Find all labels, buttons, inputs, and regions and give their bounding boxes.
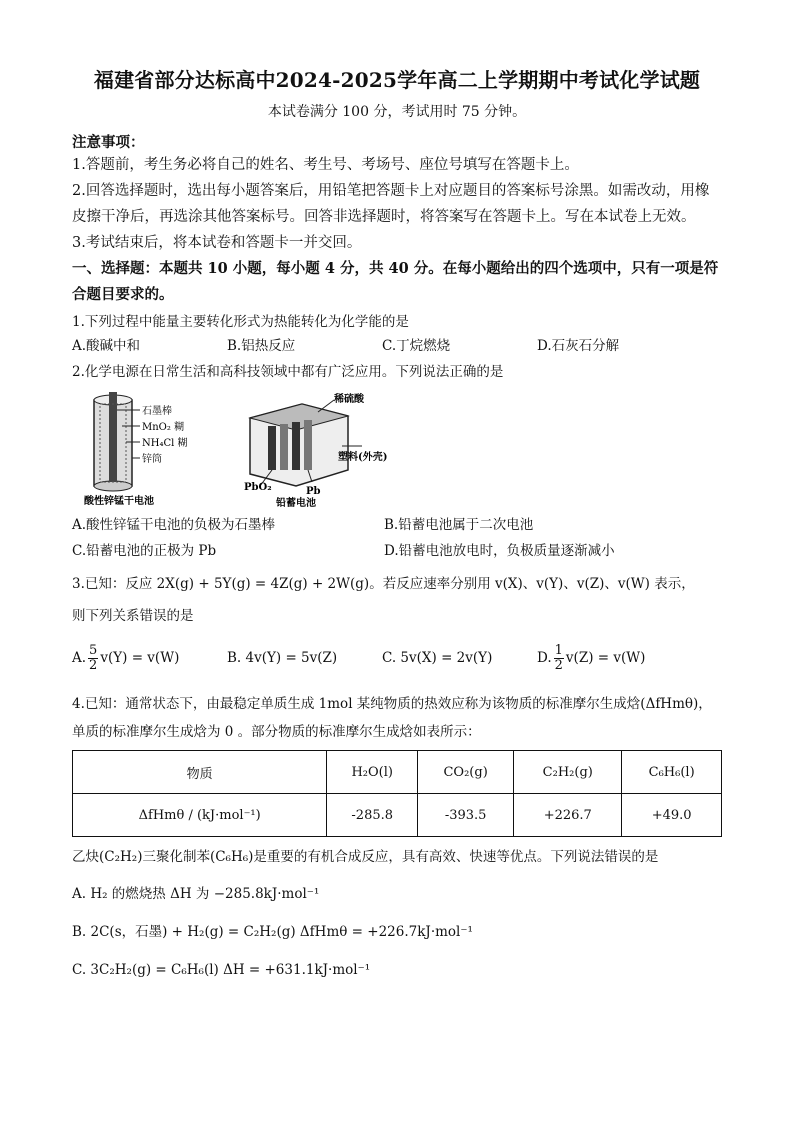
q3-option-c[interactable]: C. 5v(X) = 2v(Y) xyxy=(382,650,493,666)
label-nh4cl-paste: NH₄Cl 糊 xyxy=(142,438,188,449)
question-4-stem: 4.已知：通常状态下，由最稳定单质生成 1mol 某纯物质的热效应称为该物质的标准摩尔生成焓(ΔfHmθ)， xyxy=(72,696,712,712)
caption-dry-cell: 酸性锌锰干电池 xyxy=(84,496,154,507)
q4-option-a[interactable]: A. H₂ 的燃烧热 ΔH 为 −285.8kJ·mol⁻¹ xyxy=(72,886,320,902)
table-row xyxy=(73,794,722,837)
notice-heading: 注意事项： xyxy=(72,134,145,151)
lead-acid-drawing xyxy=(250,400,362,486)
q1-option-a[interactable]: A.酸碱中和 xyxy=(72,338,141,354)
notice-item-3: 3.考试结束后，将本试卷和答题卡一并交回。 xyxy=(72,235,362,251)
notice-item-1: 1.答题前，考生务必将自己的姓名、考生号、考场号、座位号填写在答题卡上。 xyxy=(72,157,579,173)
question-3-stem: 3.已知：反应 2X(g) + 5Y(g) = 4Z(g) + 2W(g)。若反应速率分别用 v(X)、v(Y)、v(Z)、v(W) 表示， xyxy=(72,576,695,592)
q3-option-b[interactable]: B. 4v(Y) = 5v(Z) xyxy=(227,650,338,666)
table-cell: -393.5 xyxy=(418,794,514,837)
table-cell: -285.8 xyxy=(327,794,418,837)
label-zinc-can: 锌筒 xyxy=(142,454,162,465)
q3-option-d-fraction xyxy=(554,644,564,673)
table-header-cell: CO₂(g) xyxy=(418,751,514,794)
question-1-stem: 1.下列过程中能量主要转化形式为热能转化为化学能的是 xyxy=(72,314,409,330)
question-3-stem-cont: 则下列关系错误的是 xyxy=(72,608,194,624)
fraction-denominator: 2 xyxy=(554,657,563,673)
q3-option-d-expression: v(Z) = v(W) xyxy=(565,650,646,666)
table-header-cell: C₆H₆(l) xyxy=(622,751,722,794)
caption-lead-acid: 铅蓄电池 xyxy=(276,498,316,508)
question-2-options-row1 xyxy=(72,512,722,538)
question-4-stem-cont: 单质的标准摩尔生成焓为 0 。部分物质的标准摩尔生成焓如表所示： xyxy=(72,724,481,740)
question-3-options xyxy=(72,638,722,678)
notice-item-2: 2.回答选择题时，选出每小题答案后，用铅笔把答题卡上对应题目的答案标号涂黑。如需改动，用橡皮擦干净后，再选涂其他答案标号。回答非选择题时，将答案写在答题卡上。写在本试卷上无效。 xyxy=(72,183,710,225)
q2-option-a[interactable]: A.酸性锌锰干电池的负极为石墨棒 xyxy=(72,517,276,533)
fraction-numerator: 1 xyxy=(554,642,563,658)
q1-option-c[interactable]: C.丁烷燃烧 xyxy=(382,338,451,354)
table-header-row xyxy=(73,751,722,794)
section-heading: 一、选择题：本题共 10 小题，每小题 4 分，共 40 分。在每小题给出的四个选项中，只有一项是符合题目要求的。 xyxy=(72,260,719,303)
battery-figure xyxy=(72,390,722,508)
q3-option-d-label: D. xyxy=(537,650,552,666)
enthalpy-table xyxy=(72,750,722,837)
table-header-cell: H₂O(l) xyxy=(327,751,418,794)
q3-option-a-expression: v(Y) = v(W) xyxy=(100,650,180,666)
q4-option-b[interactable]: B. 2C(s，石墨) + H₂(g) = C₂H₂(g) ΔfHmθ = +226.7kJ·mol⁻¹ xyxy=(72,924,473,940)
q2-option-c[interactable]: C.铅蓄电池的正极为 Pb xyxy=(72,543,217,559)
label-pbo2: PbO₂ xyxy=(244,482,272,493)
q3-option-a-fraction xyxy=(88,644,98,673)
table-cell: +49.0 xyxy=(622,794,722,837)
exam-info: 本试卷满分 100 分，考试用时 75 分钟。 xyxy=(267,104,527,120)
q3-option-a[interactable] xyxy=(72,644,227,673)
q3-option-a-label: A. xyxy=(72,650,87,666)
label-mno2-paste: MnO₂ 糊 xyxy=(142,422,185,433)
q4-option-c[interactable]: C. 3C₂H₂(g) = C₆H₆(l) ΔH = +631.1kJ·mol⁻¹ xyxy=(72,962,371,978)
q2-option-d[interactable]: D.铅蓄电池放电时，负极质量逐渐减小 xyxy=(384,543,615,559)
q3-option-d[interactable] xyxy=(537,644,692,673)
table-cell: ΔfHmθ / (kJ·mol⁻¹) xyxy=(73,794,327,837)
label-graphite-rod: 石墨棒 xyxy=(142,406,172,417)
table-header-cell: C₂H₂(g) xyxy=(514,751,622,794)
q1-option-b[interactable]: B.铝热反应 xyxy=(227,338,296,354)
question-1-options xyxy=(72,334,722,358)
page-title: 福建省部分达标高中2024-2025学年高二上学期期中考试化学试题 xyxy=(93,68,701,92)
question-2-options-row2 xyxy=(72,538,722,564)
q1-option-d[interactable]: D.石灰石分解 xyxy=(537,338,620,354)
q2-option-b[interactable]: B.铅蓄电池属于二次电池 xyxy=(384,517,534,533)
label-pb: Pb xyxy=(306,486,321,497)
label-dilute-sulfuric-acid: 稀硫酸 xyxy=(334,394,364,405)
fraction-numerator: 5 xyxy=(89,642,98,658)
table-header-cell: 物质 xyxy=(73,751,327,794)
battery-diagram xyxy=(72,390,412,508)
label-plastic-shell: 塑料(外壳) xyxy=(338,452,388,463)
dry-cell-drawing xyxy=(94,392,140,491)
question-4-context: 乙炔(C₂H₂)三聚化制苯(C₆H₆)是重要的有机合成反应，具有高效、快速等优点。下列说法错误的是 xyxy=(72,849,659,865)
table-cell: +226.7 xyxy=(514,794,622,837)
exam-page xyxy=(72,64,722,983)
question-2-stem: 2.化学电源在日常生活和高科技领域中都有广泛应用。下列说法正确的是 xyxy=(72,364,504,380)
fraction-denominator: 2 xyxy=(89,657,98,673)
